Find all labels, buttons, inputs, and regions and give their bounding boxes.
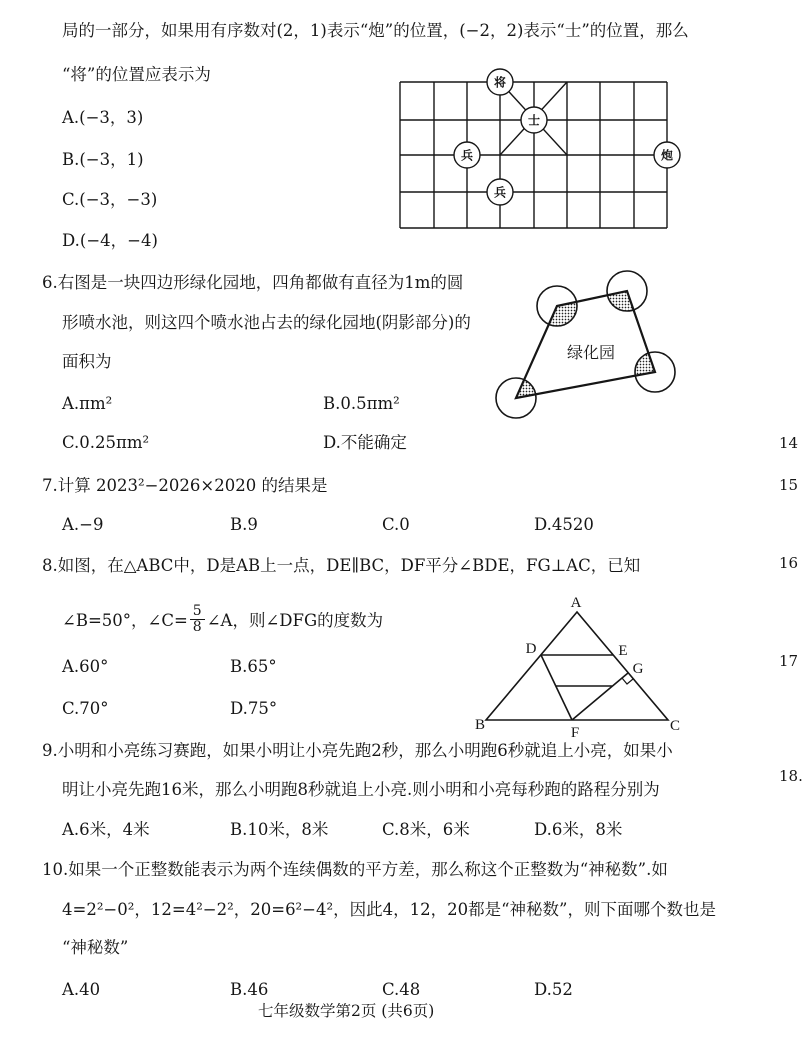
q8-stem-line2-after: ∠A，则∠DFG的度数为 bbox=[206, 611, 384, 630]
q10-stem-line1: 10.如果一个正整数能表示为两个连续偶数的平方差，那么称这个正整数为“神秘数”.如 bbox=[42, 860, 668, 879]
vertex-label-b: B bbox=[474, 717, 486, 733]
q9-stem-line1: 9.小明和小亮练习赛跑，如果小明让小亮先跑2秒，那么小明跑6秒就追上小亮，如果小 bbox=[42, 741, 673, 760]
q5-option-d: D.(−4，−4) bbox=[62, 231, 158, 250]
q6-stem-line1: 6.右图是一块四边形绿化园地，四角都做有直径为1m的圆 bbox=[42, 273, 464, 292]
vertex-label-a: A bbox=[570, 595, 582, 611]
q5-option-a: A.(−3，3) bbox=[62, 108, 144, 127]
margin-fragment: 14 bbox=[779, 434, 799, 452]
fraction-numerator: 5 bbox=[190, 604, 205, 620]
q9-option-c: C.8米，6米 bbox=[382, 820, 470, 839]
piece-bing-2 bbox=[487, 179, 513, 205]
q7-option-a: A.−9 bbox=[62, 515, 104, 534]
q5-option-c: C.(−3，−3) bbox=[62, 190, 158, 209]
right-angle-mark bbox=[622, 678, 633, 684]
q6-option-b: B.0.5πm² bbox=[323, 394, 400, 413]
q7-stem: 7.计算 2023²−2026×2020 的结果是 bbox=[42, 476, 328, 495]
piece-label: 将 bbox=[493, 75, 507, 90]
garden-label: 绿化园 bbox=[566, 343, 616, 362]
q6-stem-line2: 形喷水池，则这四个喷水池占去的绿化园地(阴影部分)的 bbox=[62, 313, 471, 332]
piece-jiang bbox=[487, 69, 513, 95]
triangle-figure bbox=[470, 590, 685, 740]
q8-option-c: C.70° bbox=[62, 699, 109, 718]
q8-option-a: A.60° bbox=[62, 657, 109, 676]
piece-label: 兵 bbox=[493, 185, 507, 200]
q6-option-d: D.不能确定 bbox=[323, 433, 407, 452]
point-label-e: E bbox=[618, 643, 628, 659]
q10-option-d: D.52 bbox=[534, 980, 573, 999]
q8-option-d: D.75° bbox=[230, 699, 278, 718]
q10-option-b: B.46 bbox=[230, 980, 269, 999]
piece-label: 炮 bbox=[660, 148, 674, 163]
piece-label: 士 bbox=[527, 113, 541, 128]
piece-pao bbox=[654, 142, 680, 168]
q6-stem-line3: 面积为 bbox=[62, 352, 112, 371]
margin-fragment: 16 bbox=[779, 554, 799, 572]
q5-stem-line2: “将”的位置应表示为 bbox=[62, 65, 211, 84]
q8-stem-line1: 8.如图，在△ABC中，D是AB上一点，DE∥BC，DF平分∠BDE，FG⊥AC，已知 bbox=[42, 556, 641, 575]
board-grid bbox=[400, 82, 667, 228]
vertex-label-c: C bbox=[669, 718, 681, 734]
piece-label: 兵 bbox=[460, 148, 474, 163]
chess-board-figure bbox=[385, 62, 690, 242]
q9-option-a: A.6米，4米 bbox=[62, 820, 150, 839]
point-label-g: G bbox=[632, 661, 644, 677]
q6-option-c: C.0.25πm² bbox=[62, 433, 150, 452]
q7-option-d: D.4520 bbox=[534, 515, 594, 534]
point-label-f: F bbox=[570, 725, 580, 741]
q8-stem-line2 bbox=[62, 601, 383, 637]
margin-fragment: 18. bbox=[779, 767, 803, 785]
q6-option-a: A.πm² bbox=[62, 394, 113, 413]
q8-stem-line2-before: ∠B=50°，∠C= bbox=[62, 611, 188, 630]
q9-option-b: B.10米，8米 bbox=[230, 820, 329, 839]
page-footer: 七年级数学第2页 (共6页) bbox=[258, 1002, 435, 1020]
garden-figure bbox=[485, 262, 680, 422]
q10-option-c: C.48 bbox=[382, 980, 421, 999]
q10-stem-line3: “神秘数” bbox=[62, 938, 129, 957]
q8-option-b: B.65° bbox=[230, 657, 277, 676]
fraction-denominator: 8 bbox=[192, 618, 202, 635]
fraction bbox=[190, 604, 205, 635]
q5-stem-line1: 局的一部分，如果用有序数对(2，1)表示“炮”的位置，(−2，2)表示“士”的位置，那么 bbox=[62, 21, 689, 40]
margin-fragment: 17 bbox=[779, 652, 799, 670]
segment-fg bbox=[572, 673, 628, 720]
q10-stem-line2: 4=2²−0²，12=4²−2²，20=6²−4²，因此4，12，20都是“神秘数”，则下面哪个数也是 bbox=[62, 900, 716, 919]
point-label-d: D bbox=[525, 641, 537, 657]
segment-df bbox=[541, 655, 572, 720]
q10-option-a: A.40 bbox=[62, 980, 101, 999]
margin-fragments bbox=[777, 0, 803, 1059]
piece-bing-1 bbox=[454, 142, 480, 168]
piece-shi bbox=[521, 107, 547, 133]
q7-option-b: B.9 bbox=[230, 515, 258, 534]
q7-option-c: C.0 bbox=[382, 515, 410, 534]
q9-option-d: D.6米，8米 bbox=[534, 820, 623, 839]
margin-fragment: 15 bbox=[779, 476, 799, 494]
q9-stem-line2: 明让小亮先跑16米，那么小明跑8秒就追上小亮.则小明和小亮每秒跑的路程分别为 bbox=[62, 780, 660, 799]
q5-option-b: B.(−3，1) bbox=[62, 150, 144, 169]
